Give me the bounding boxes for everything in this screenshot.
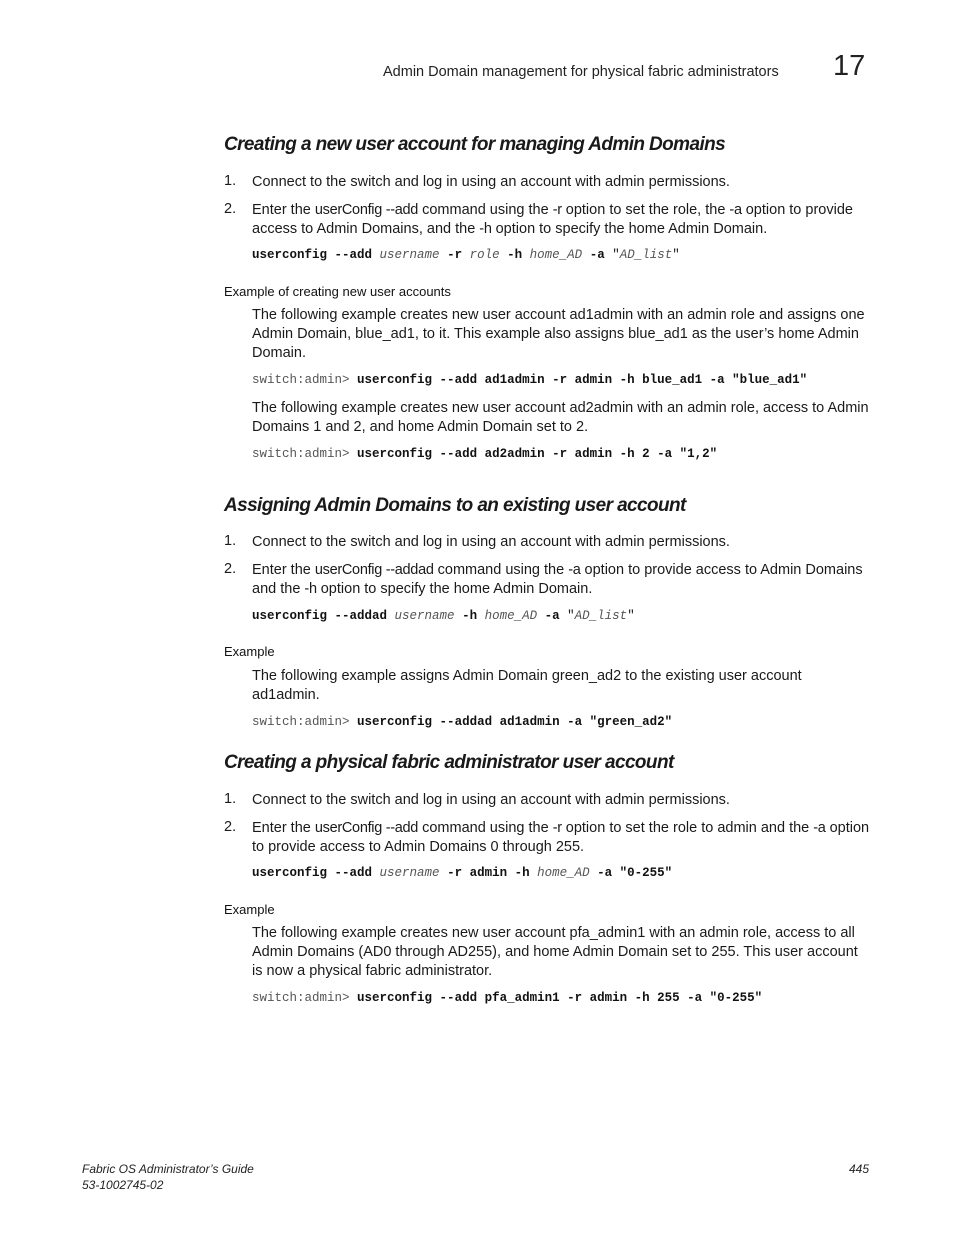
page-number: 445 xyxy=(849,1162,870,1176)
example-command: switch:admin> userconfig --addad ad1admin -a "green_ad2" xyxy=(252,715,673,729)
example-text: The following example creates new user account pfa_admin1 with an admin role, access to all Admin Domains (AD0 through AD255), and home Admin Domain set to 255. This user account is now a physical fabric administrator. xyxy=(252,925,858,979)
step-text: Enter the userConfig --addad command using the -a option to provide access to Admin Domains and the -h option to specify the home Admin Domain. xyxy=(252,562,863,597)
step-text: Connect to the switch and log in using an account with admin permissions. xyxy=(252,174,730,190)
step-text: Enter the userConfig --add command using the -r option to set the role, the -a option to provide access to Admin Domains, and the -h option to specify the home Admin Domain. xyxy=(252,202,853,237)
step-number: 2. xyxy=(224,201,237,217)
step-text: Enter the userConfig --add command using the -r option to set the role to admin and the -a option to provide access to Admin Domains 0 through 255. xyxy=(252,820,870,855)
command-name: userConfig --addad xyxy=(314,562,434,578)
step-text: Connect to the switch and log in using an account with admin permissions. xyxy=(252,792,730,808)
command-name: userConfig --add xyxy=(314,202,419,218)
command-name: userConfig --add xyxy=(314,820,419,836)
option-flag: -r xyxy=(552,820,562,836)
example-text: The following example assigns Admin Domain green_ad2 to the existing user account ad1admin. xyxy=(252,668,802,703)
option-flag: -a xyxy=(729,202,742,218)
running-header-title: Admin Domain management for physical fabric administrators xyxy=(383,64,779,80)
example-command: switch:admin> userconfig --add ad1admin -r admin -h blue_ad1 -a "blue_ad1" xyxy=(252,373,808,387)
section-heading: Assigning Admin Domains to an existing user account xyxy=(224,495,686,516)
example-text: The following example creates new user account ad2admin with an admin role, access to Admin Domains 1 and 2, and home Admin Domain set to 2. xyxy=(252,400,869,435)
step-number: 1. xyxy=(224,533,237,549)
option-flag: -a xyxy=(813,820,826,836)
example-command: switch:admin> userconfig --add pfa_admin1 -r admin -h 255 -a "0-255" xyxy=(252,991,763,1005)
footer-doc-number: 53-1002745-02 xyxy=(82,1178,164,1192)
option-flag: -h xyxy=(304,581,317,597)
chapter-number: 17 xyxy=(833,50,866,82)
step-number: 1. xyxy=(224,173,237,189)
command-syntax: userconfig --addad username -h home_AD -a "AD_list" xyxy=(252,609,635,623)
example-command: switch:admin> userconfig --add ad2admin -r admin -h 2 -a "1,2" xyxy=(252,447,718,461)
step-number: 2. xyxy=(224,819,237,835)
command-syntax: userconfig --add username -r role -h home_AD -a "AD_list" xyxy=(252,248,680,262)
example-heading: Example of creating new user accounts xyxy=(224,284,451,299)
section-heading: Creating a physical fabric administrator user account xyxy=(224,752,674,773)
option-flag: -h xyxy=(479,221,492,237)
option-flag: -a xyxy=(568,562,581,578)
step-number: 1. xyxy=(224,791,237,807)
step-text: Connect to the switch and log in using an account with admin permissions. xyxy=(252,534,730,550)
example-text: The following example creates new user account ad1admin with an admin role and assigns one Admin Domain, blue_ad1, to it. This example also assigns blue_ad1 as the user’s home Admin Domain. xyxy=(252,307,865,361)
example-heading: Example xyxy=(224,902,275,917)
section-heading: Creating a new user account for managing Admin Domains xyxy=(224,134,726,155)
footer-guide-title: Fabric OS Administrator’s Guide xyxy=(82,1162,254,1176)
option-flag: -r xyxy=(552,202,562,218)
step-number: 2. xyxy=(224,561,237,577)
example-heading: Example xyxy=(224,644,275,659)
command-syntax: userconfig --add username -r admin -h home_AD -a "0-255" xyxy=(252,866,673,880)
